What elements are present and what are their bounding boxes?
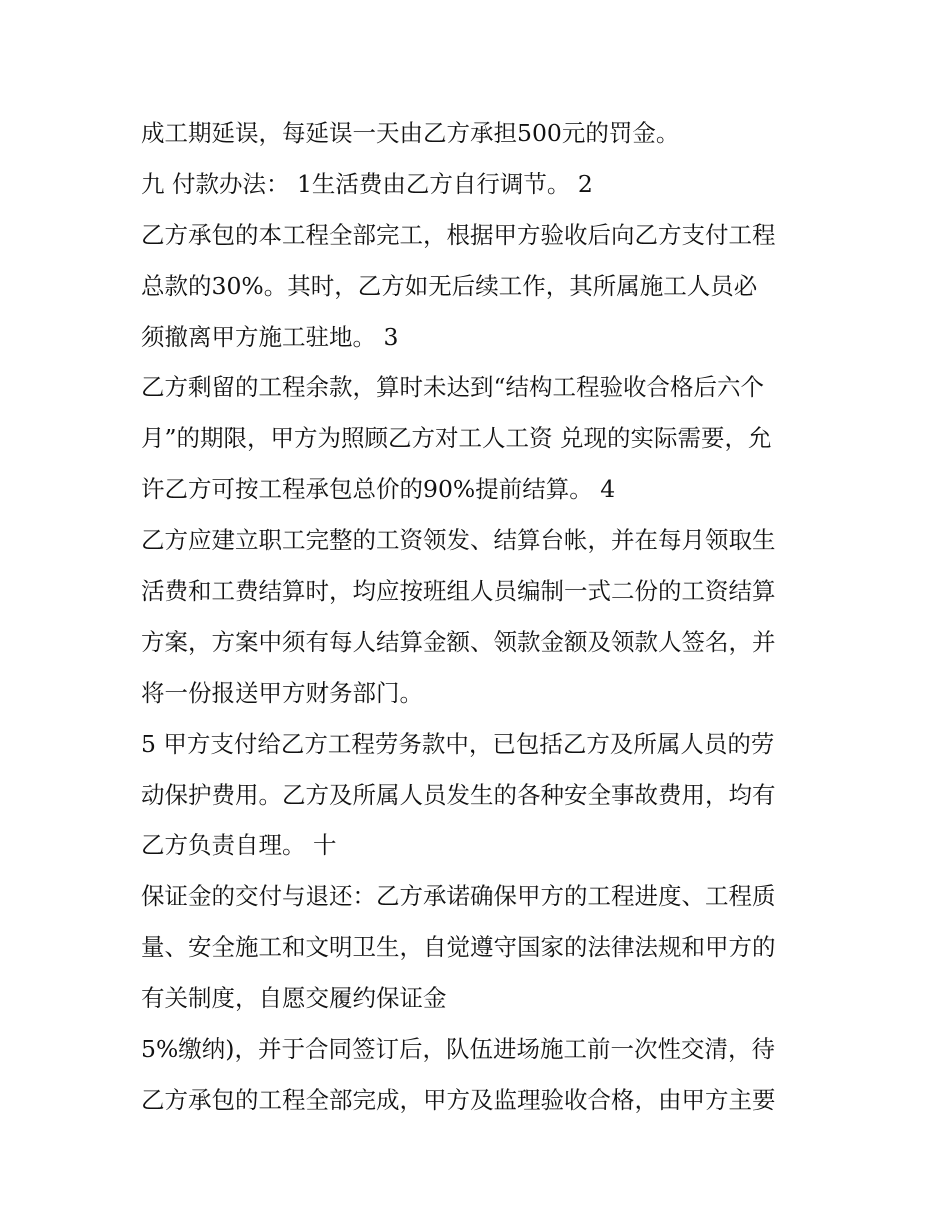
text-line: 保证金的交付与退还：乙方承诺确保甲方的工程进度、工程质	[141, 882, 776, 911]
text-line: 总款的30%。其时，乙方如无后续工作，其所属施工人员必	[141, 271, 758, 300]
text-line: 将一份报送甲方财务部门。	[141, 678, 423, 707]
text-line: 乙方应建立职工完整的工资领发、结算台帐，并在每月领取生	[141, 526, 776, 555]
text-line: 须撤离甲方施工驻地。 3	[141, 322, 399, 351]
text-line: 活费和工费结算时，均应按班组人员编制一式二份的工资结算	[141, 577, 776, 606]
text-line: 方案，方案中须有每人结算金额、领款金额及领款人签名，并	[141, 627, 776, 656]
body-text	[141, 108, 831, 1126]
text-line: 5 甲方支付给乙方工程劳务款中，已包括乙方及所属人员的劳	[141, 729, 775, 758]
text-line: 乙方剩留的工程余款，算时未达到“结构工程验收合格后六个	[141, 373, 765, 402]
text-line: 动保护费用。乙方及所属人员发生的各种安全事故费用，均有	[141, 780, 776, 809]
text-line: 许乙方可按工程承包总价的90%提前结算。 4	[141, 475, 616, 504]
text-line: 乙方负责自理。 十	[141, 831, 337, 860]
text-line: 乙方承包的本工程全部完工，根据甲方验收后向乙方支付工程	[141, 220, 776, 249]
text-line: 量、安全施工和文明卫生，自觉遵守国家的法律法规和甲方的	[141, 933, 776, 962]
text-line: 有关制度，自愿交履约保证金	[141, 984, 447, 1013]
text-line: 九 付款办法： 1生活费由乙方自行调节。 2	[141, 169, 593, 198]
text-line: 乙方承包的工程全部完成，甲方及监理验收合格，由甲方主要	[141, 1085, 776, 1114]
text-line: 月”的期限，甲方为照顾乙方对工人工资 兑现的实际需要，允	[141, 424, 772, 453]
text-line: 5%缴纳)，并于合同签订后，队伍进场施工前一次性交清，待	[141, 1035, 775, 1064]
text-line: 成工期延误，每延误一天由乙方承担500元的罚金。	[141, 119, 680, 147]
